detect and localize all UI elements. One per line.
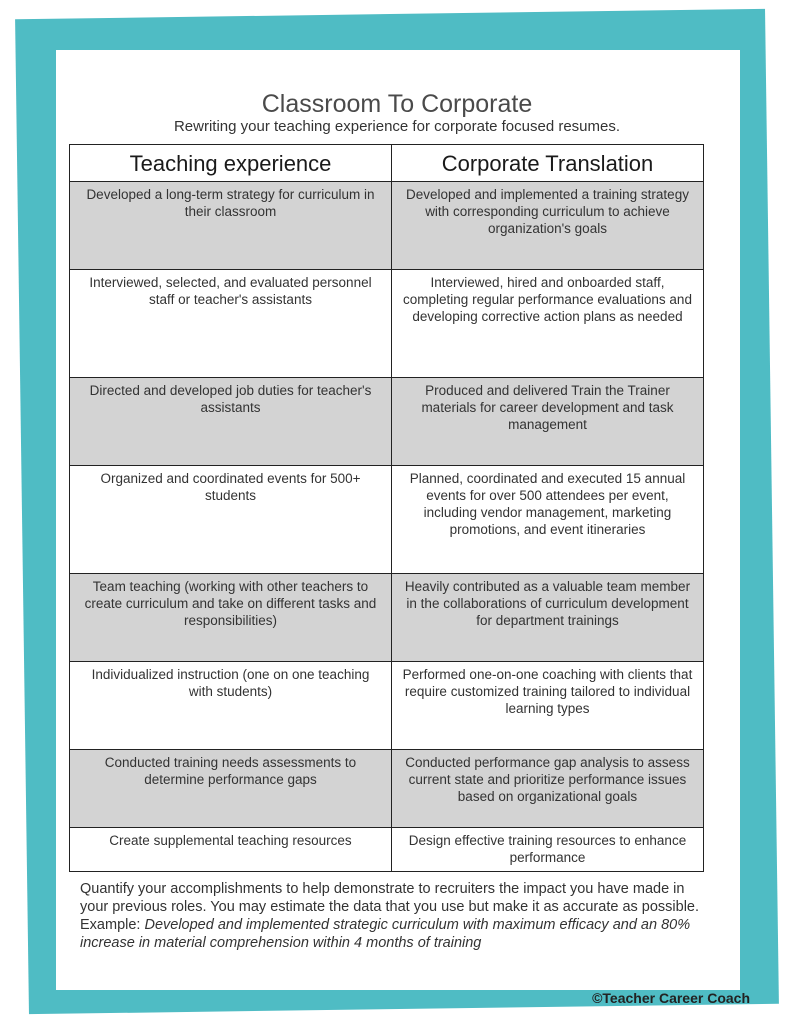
footer-note [80, 880, 710, 952]
table-row [70, 662, 704, 750]
table-row [70, 574, 704, 662]
column-header-corporate: Corporate Translation [392, 145, 704, 182]
page-title: Classroom To Corporate [261, 90, 533, 118]
footer-example: Developed and implemented strategic curriculum with maximum efficacy and an 80% increase in material comprehension within 4 months of training [80, 917, 691, 951]
teaching-cell: Directed and developed job duties for teacher's assistants [70, 378, 392, 466]
corporate-cell: Developed and implemented a training strategy with corresponding curriculum to achieve organization's goals [392, 182, 704, 270]
corporate-cell: Performed one-on-one coaching with clients that require customized training tailored to individual learning types [392, 662, 704, 750]
table-row [70, 378, 704, 466]
table-row [70, 750, 704, 828]
footer-text: Quantify your accomplishments to help demonstrate to recruiters the impact you have made in your previous roles. You may estimate the data that you use but make it as accurate as possible. Example: [80, 881, 700, 933]
corporate-cell: Produced and delivered Train the Trainer materials for career development and task management [392, 378, 704, 466]
table-header-row [70, 145, 704, 182]
corporate-cell: Conducted performance gap analysis to assess current state and prioritize performance issues based on organizational goals [392, 750, 704, 828]
teaching-cell: Individualized instruction (one on one teaching with students) [70, 662, 392, 750]
column-header-teaching: Teaching experience [70, 145, 392, 182]
corporate-cell: Interviewed, hired and onboarded staff, completing regular performance evaluations and developing corrective action plans as needed [392, 270, 704, 378]
teaching-cell: Create supplemental teaching resources [70, 828, 392, 872]
table-row [70, 270, 704, 378]
teaching-cell: Team teaching (working with other teachers to create curriculum and take on different tasks and responsibilities) [70, 574, 392, 662]
copyright-credit: ©Teacher Career Coach [592, 990, 750, 1006]
table-row [70, 828, 704, 872]
translation-table [69, 144, 704, 872]
teaching-cell: Developed a long-term strategy for curriculum in their classroom [70, 182, 392, 270]
teaching-cell: Interviewed, selected, and evaluated personnel staff or teacher's assistants [70, 270, 392, 378]
corporate-cell: Planned, coordinated and executed 15 annual events for over 500 attendees per event, including vendor management, marketing promotions, and event itineraries [392, 466, 704, 574]
corporate-cell: Heavily contributed as a valuable team member in the collaborations of curriculum development for department trainings [392, 574, 704, 662]
corporate-cell: Design effective training resources to enhance performance [392, 828, 704, 872]
teaching-cell: Conducted training needs assessments to determine performance gaps [70, 750, 392, 828]
teaching-cell: Organized and coordinated events for 500+ students [70, 466, 392, 574]
table-row [70, 182, 704, 270]
table-row [70, 466, 704, 574]
page-subtitle: Rewriting your teaching experience for corporate focused resumes. [173, 118, 621, 135]
